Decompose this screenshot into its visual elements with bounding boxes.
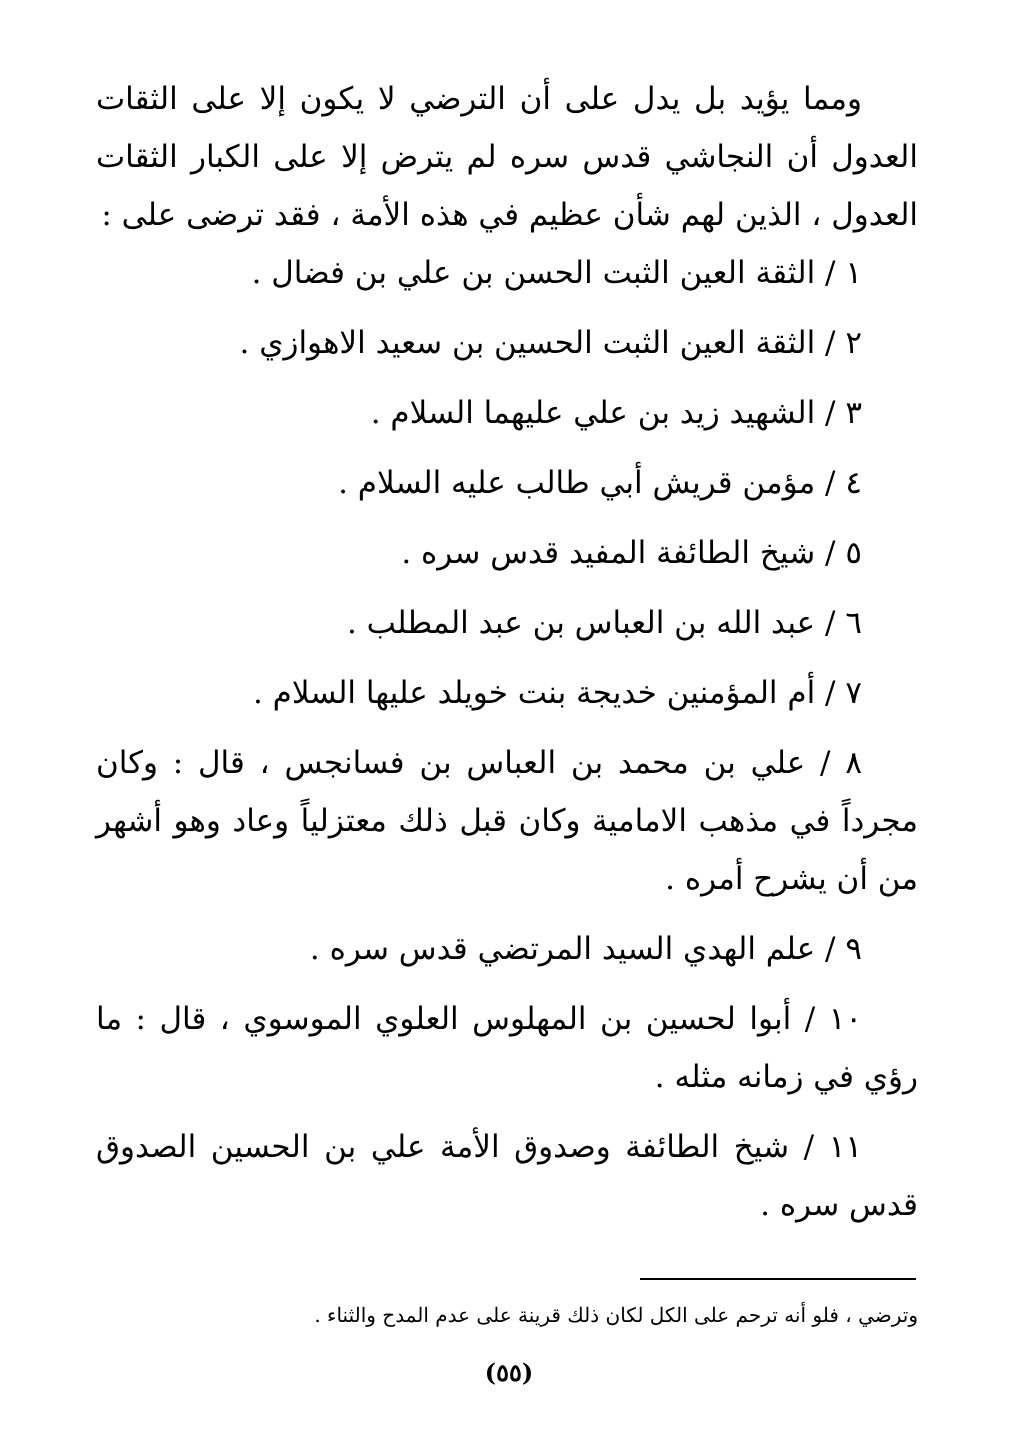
- list-item-4: ٤ / مؤمن قريش أبي طالب عليه السلام .: [338, 465, 862, 501]
- footnote-separator: [640, 1278, 916, 1280]
- list-item-1: ١ / الثقة العين الثبت الحسن بن علي بن فضال .: [251, 255, 862, 291]
- list-item-9: ٩ / علم الهدي السيد المرتضي قدس سره .: [309, 931, 862, 967]
- list-item-3: ٣ / الشهيد زيد بن علي عليهما السلام .: [370, 395, 862, 431]
- list-item-6: ٦ / عبد الله بن العباس بن عبد المطلب .: [346, 605, 862, 641]
- intro-paragraph: ومما يؤيد بل يدل على أن الترضي لا يكون إلا على الثقات العدول أن النجاشي قدس سره لم يترض إلا على الكبار الثقات العدول ، الذين لهم شأن عظيم في هذه الأمة ، فقد ترضى على :: [96, 81, 918, 233]
- list-item-7: ٧ / أم المؤمنين خديجة بنت خويلد عليها السلام .: [252, 675, 862, 711]
- list-item-8: ٨ / علي بن محمد بن العباس بن فسانجس ، قال : وكان مجرداً في مذهب الامامية وكان قبل ذلك معتزلياً وعاد وهو أشهر من أن يشرح أمره .: [96, 745, 918, 897]
- list-item-2: ٢ / الثقة العين الثبت الحسين بن سعيد الاهوازي .: [239, 325, 862, 361]
- list-item-11: ١١ / شيخ الطائفة وصدوق الأمة علي بن الحسين الصدوق قدس سره .: [96, 1129, 918, 1223]
- list-item-5: ٥ / شيخ الطائفة المفيد قدس سره .: [401, 535, 862, 571]
- list-item-10: ١٠ / أبوا لحسين بن المهلوس العلوي الموسوي ، قال : ما رؤي في زمانه مثله .: [96, 1001, 918, 1095]
- footnote: وترضي ، فلو أنه ترحم على الكل لكان ذلك قرينة على عدم المدح والثناء .: [314, 1303, 918, 1327]
- page-number: (٥٥): [484, 1358, 534, 1387]
- main-text: [96, 70, 918, 1234]
